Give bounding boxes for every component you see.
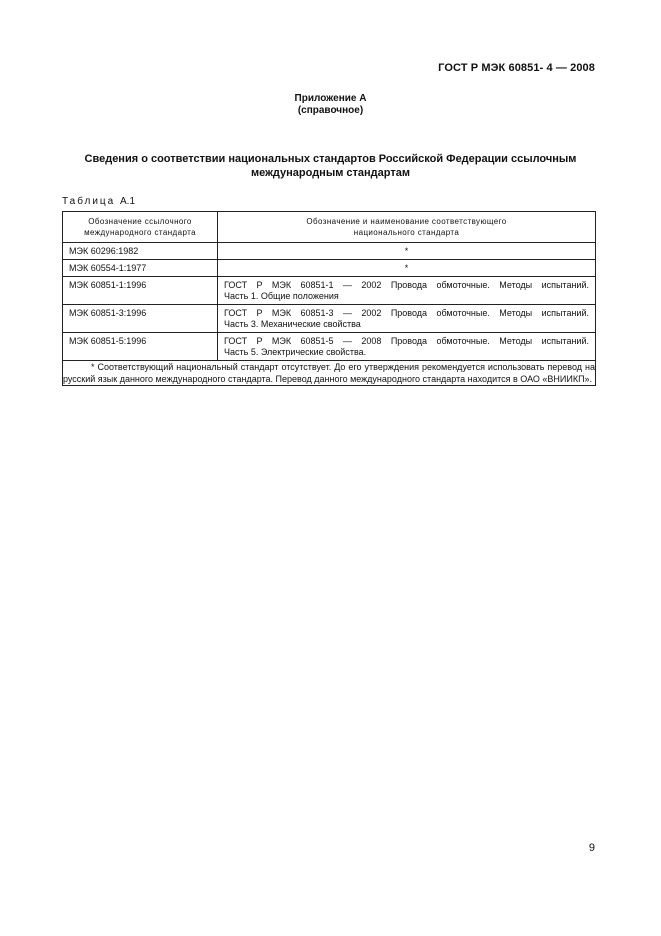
national-standard-line2: Часть 5. Электрические свойства. [224,347,367,357]
section-title [60,152,601,180]
ref-standard-cell: МЭК 60851-1:1996 [69,280,147,290]
ref-standard-cell: МЭК 60851-5:1996 [69,336,147,346]
ref-standard-cell: МЭК 60554-1:1977 [69,263,147,273]
header-col2-line1: Обозначение и наименование соответствующего [306,217,507,226]
table-row [63,305,596,333]
ref-standard-cell: МЭК 60851-3:1996 [69,308,147,318]
header-col1-line1: Обозначение ссылочного [88,217,192,226]
table-header-row [63,212,596,243]
section-title-line1: Сведения о соответствии национальных стандартов Российской Федерации ссылочным [84,153,577,165]
national-standard-line1: ГОСТ Р МЭК 60851-3 — 2002 Провода обмоточные. Методы испытаний. [224,308,589,318]
national-standard-line2: Часть 1. Общие положения [224,291,339,301]
header-col1-line2: международного стандарта [84,228,196,237]
ref-standard-cell: МЭК 60296:1982 [69,246,139,256]
table-footnote [63,361,596,386]
national-standard-cell: * [404,246,409,256]
table-footnote-row [63,361,596,386]
table-row [63,333,596,361]
national-standard-cell [218,305,595,332]
national-standard-line1: ГОСТ Р МЭК 60851-5 — 2008 Провода обмоточные. Методы испытаний. [224,336,589,346]
national-standard-cell [218,277,595,304]
table-row [63,260,596,277]
appendix-title: Приложение А [294,93,367,104]
national-standard-cell: * [404,263,409,273]
standard-code-header: ГОСТ Р МЭК 60851- 4 — 2008 [438,62,595,74]
reference-standards-table [62,211,596,386]
table-caption [62,196,135,207]
header-col2-line2: национального стандарта [353,228,460,237]
national-standard-cell [218,333,595,360]
header-national-standard [218,212,596,243]
table-row [63,243,596,260]
table-caption-number: А.1 [120,196,136,207]
appendix-subtitle: (справочное) [297,105,364,116]
appendix-heading [0,93,661,117]
section-title-line2: международным стандартам [251,167,410,179]
header-international-standard [63,212,218,243]
table-row [63,277,596,305]
table-caption-word: Таблица [62,196,116,207]
national-standard-line1: ГОСТ Р МЭК 60851-1 — 2002 Провода обмоточные. Методы испытаний. [224,280,589,290]
footnote-text: * Соответствующий национальный стандарт отсутствует. До его утверждения рекомендуется использовать перевод на русский язык данного международного стандарта. Перевод данного международного стандарта находится в ОАО «ВНИИКП». [63,362,595,384]
national-standard-line2: Часть 3. Механические свойства [224,319,361,329]
page-number: 9 [588,842,595,854]
